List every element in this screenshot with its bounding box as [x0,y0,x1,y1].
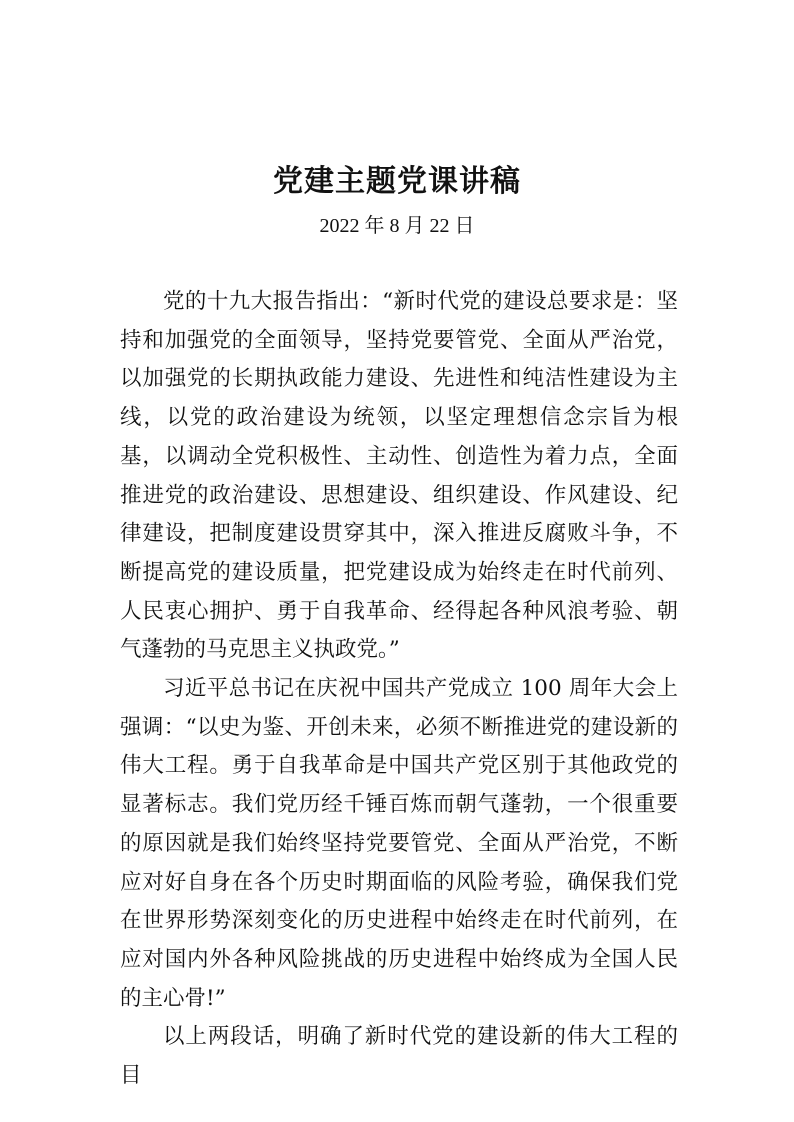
paragraph: 党的十九大报告指出：“新时代党的建设总要求是：坚持和加强党的全面领导，坚持党要管党、全面从严治党，以加强党的长期执政能力建设、先进性和纯洁性建设为主线，以党的政治建设为统领，以坚定理想信念宗旨为根基，以调动全党积极性、主动性、创造性为着力点，全面推进党的政治建设、思想建设、组织建设、作风建设、纪律建设，把制度建设贯穿其中，深入推进反腐败斗争，不断提高党的建设质量，把党建设成为始终走在时代前列、人民衷心拥护、勇于自我革命、经得起各种风浪考验、朝气蓬勃的马克思主义执政党。” [120,289,678,663]
document-date: 2022 年 8 月 22 日 [319,215,475,237]
document-body [120,283,678,1096]
paragraph: 习近平总书记在庆祝中国共产党成立 100 周年大会上强调：“以史为鉴、开创未来，必须不断推进党的建设新的伟大工程。勇于自我革命是中国共产党区别于其他政党的显著标志。我们党历经千锤百炼而朝气蓬勃，一个很重要的原因就是我们始终坚持党要管党、全面从严治党，不断应对好自身在各个历史时期面临的风险考验，确保我们党在世界形势深刻变化的历史进程中始终走在时代前列，在应对国内外各种风险挑战的历史进程中始终成为全国人民的主心骨!” [120,676,678,1011]
paragraph: 以上两段话，明确了新时代党的建设新的伟大工程的目 [120,1024,678,1089]
document-title: 党建主题党课讲稿 [273,164,521,199]
